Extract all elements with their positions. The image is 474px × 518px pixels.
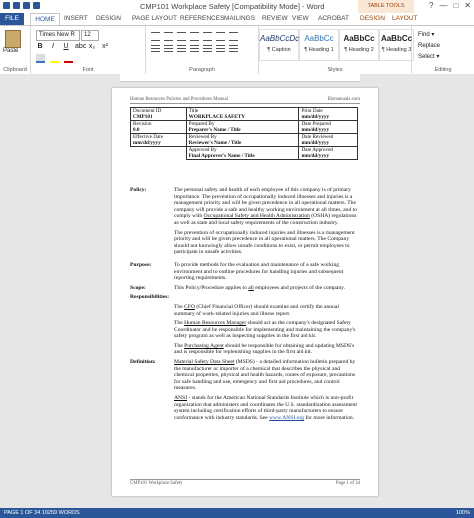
responsibilities-label: Responsibilities: xyxy=(130,294,170,301)
style-sample: AaBbCc xyxy=(343,34,375,43)
date-approved: mm/dd/yyyy xyxy=(301,153,330,159)
approved-by-label: Approved By xyxy=(188,147,217,153)
reviewed-by-label: Reviewed By xyxy=(188,134,217,140)
text-effects-icon[interactable] xyxy=(36,54,45,63)
scope-label: Scope: xyxy=(130,284,146,291)
text-run: The xyxy=(174,342,185,349)
header-left: Human Resources Policies and Procedures Manual xyxy=(130,97,228,102)
font-group xyxy=(31,26,146,74)
tab-insert[interactable]: INSERT xyxy=(64,15,88,22)
title-bar xyxy=(0,0,474,13)
format-buttons xyxy=(36,43,109,50)
sort-icon[interactable] xyxy=(216,32,225,41)
document-body xyxy=(130,187,360,427)
osha-link: Occupational Safety and Health Administration xyxy=(203,213,310,220)
text-run: This Policy/Procedure applies to xyxy=(174,284,249,291)
ansi-term: ANSI xyxy=(174,395,188,402)
header-right: Bizmanualz.com xyxy=(327,97,360,102)
doc-id-label: Document ID xyxy=(133,108,162,114)
tab-mailings[interactable]: MAILINGS xyxy=(224,15,256,22)
minimize-button[interactable]: — xyxy=(439,1,448,10)
numbering-icon[interactable] xyxy=(164,32,173,41)
style-name: ¶ Heading 3 xyxy=(381,47,412,53)
paragraph-group xyxy=(146,26,259,74)
tab-file[interactable]: FILE xyxy=(0,13,24,25)
text-run: should act as the company's designated Safety Coordinator and be responsible for implementing and maintaining the company's safety program as well as inspecting supplies in the first aid kit. xyxy=(174,320,356,340)
style-heading-3[interactable] xyxy=(379,29,414,61)
list-buttons xyxy=(151,32,238,41)
purpose-label: Purpose: xyxy=(130,261,152,268)
date-reviewed-label: Date Reviewed xyxy=(301,134,334,140)
definition-label: Definition: xyxy=(130,359,156,366)
scope-section xyxy=(130,285,360,292)
bullets-icon[interactable] xyxy=(151,32,160,41)
prepared-by: Preparer's Name / Title xyxy=(188,127,241,133)
hr-manager-term: Human Resources Manager xyxy=(184,320,247,327)
window-title: CMP101 Workplace Safety [Compatibility Mode] - Word xyxy=(140,2,325,11)
text-run: should be responsible for obtaining and updating MSDS's and is responsible for replenishing supplies in the first aid kit. xyxy=(174,342,355,356)
tab-table-layout[interactable]: LAYOUT xyxy=(392,15,418,22)
select-button[interactable]: Select ▾ xyxy=(418,54,440,60)
bold-button[interactable]: B xyxy=(37,43,43,50)
policy-paragraph-1 xyxy=(174,187,360,227)
print-date: mm/dd/yyyy xyxy=(301,114,330,120)
policy-paragraph-2: The prevention of occupationally induced injuries and illnesses is a management priority and will be given precedence in all operational matters. The Company should not knowingly allow unsafe conditions to exist, or permit employees to participate in unsafe activities. xyxy=(174,229,355,256)
paste-icon[interactable] xyxy=(5,30,21,48)
show-marks-icon[interactable] xyxy=(229,32,238,41)
tab-home[interactable]: HOME xyxy=(30,13,60,26)
title-label: Title xyxy=(188,108,199,114)
editing-buttons xyxy=(418,30,440,63)
quick-access-toolbar xyxy=(3,2,40,9)
style-sample: AaBbCc xyxy=(304,34,334,43)
color-buttons xyxy=(36,54,73,63)
text-run: employees and projects of the company. xyxy=(253,284,345,291)
font-group-label: Font xyxy=(82,67,94,73)
policy-section xyxy=(130,187,360,259)
tab-view[interactable]: VIEW xyxy=(292,15,309,22)
tab-references[interactable]: REFERENCES xyxy=(180,15,225,22)
text-run: (MSDS) - a detailed information bulletin prepared by the manufacturer or importer of a chemical that describes the physical and chemical properties, physical and health hazards, routes of exposure, precautions for safe handling and use, emergency and first aid procedures, and control measures. xyxy=(174,359,356,392)
subscript-button[interactable]: x₂ xyxy=(88,43,96,50)
prepared-by-label: Prepared By xyxy=(188,121,215,127)
borders-icon[interactable] xyxy=(229,45,238,52)
paste-button-label[interactable]: Paste xyxy=(3,48,19,54)
print-date-label: Print Date xyxy=(301,108,323,114)
definition-msds xyxy=(174,359,360,392)
tab-page-layout[interactable]: PAGE LAYOUT xyxy=(132,15,177,22)
purchasing-agent-term: Purchasing Agent xyxy=(184,342,224,349)
definition-ansi xyxy=(174,395,360,421)
replace-button[interactable]: Replace xyxy=(418,43,441,49)
ribbon xyxy=(0,25,474,75)
responsibility-purchasing xyxy=(174,343,360,356)
align-left-icon[interactable] xyxy=(151,45,160,52)
clipboard-group-label: Clipboard xyxy=(3,67,27,73)
purpose-text: To provide methods for the evaluation and maintenance of a safe working environment and to outline procedures for handling injuries and subsequent reporting requirements. xyxy=(174,261,344,282)
editing-group-label: Editing xyxy=(434,67,452,73)
revision-label: Revision xyxy=(133,121,152,127)
doc-title: WORKPLACE SAFETY xyxy=(188,114,245,120)
status-bar xyxy=(0,508,474,518)
zoom-level[interactable]: 100% xyxy=(455,510,470,516)
page-word-count[interactable]: PAGE 1 OF 34 10259 WORDS xyxy=(4,510,80,516)
ribbon-tabs xyxy=(0,13,474,25)
text-run: The xyxy=(174,320,185,327)
msds-term: Material Safety Data Sheet xyxy=(174,359,235,366)
tab-acrobat[interactable]: ACROBAT xyxy=(318,15,349,22)
effective-date: mm/dd/yyyy xyxy=(133,140,161,146)
responsibilities-list xyxy=(174,304,360,356)
styles-group xyxy=(259,26,412,74)
window-controls xyxy=(429,1,471,10)
effective-date-label: Effective Date xyxy=(133,134,164,140)
styles-group-label: Styles xyxy=(327,67,343,73)
find-button[interactable]: Find ▾ xyxy=(418,32,435,38)
save-icon[interactable] xyxy=(13,2,20,9)
align-buttons xyxy=(151,45,238,52)
undo-icon[interactable] xyxy=(23,2,30,9)
clipboard-group xyxy=(0,26,31,74)
style-name: ¶ Caption xyxy=(267,47,291,53)
date-prepared-label: Date Prepared xyxy=(301,121,331,127)
font-name-box[interactable]: Times New R xyxy=(36,30,80,41)
footer-left: CMP101 Workplace Safety xyxy=(130,481,183,486)
decrease-indent-icon[interactable] xyxy=(190,32,199,41)
page-header xyxy=(130,97,360,104)
tab-design[interactable]: DESIGN xyxy=(96,15,121,22)
context-tab-group-label: TABLE TOOLS xyxy=(358,0,414,13)
text-run: The xyxy=(174,303,185,310)
page-footer xyxy=(130,479,360,486)
styles-gallery xyxy=(259,29,414,61)
text-run: - stands for the American National Standards Institute which is non-profit organization that administers and coordinates the U.S. standardization assessment system including certification efforts of third-party manufacturers to ensure conformance with industry standards. See xyxy=(174,395,357,421)
strikethrough-button[interactable]: abc xyxy=(75,43,87,50)
multilevel-list-icon[interactable] xyxy=(177,32,186,41)
date-prepared: mm/dd/yyyy xyxy=(301,127,330,133)
align-center-icon[interactable] xyxy=(164,45,173,52)
text-run: The personal safety and health of each employee of this company is of primary importance. The prevention of occupationally induced illnesses and injuries is a management priority and will be given precedence in all operational matters. The company will provide a safe and healthy working environment at all times, and to comply with xyxy=(174,187,357,220)
style-heading-2[interactable] xyxy=(339,29,379,61)
responsibility-cfo xyxy=(174,304,360,317)
style-caption[interactable] xyxy=(259,29,299,61)
reviewed-by: Reviewer's Name / Title xyxy=(188,140,242,146)
document-info-table[interactable] xyxy=(130,107,358,160)
word-logo-icon xyxy=(3,2,10,9)
date-approved-label: Date Approved xyxy=(301,147,333,153)
superscript-button[interactable]: x² xyxy=(102,43,108,50)
document-page[interactable] xyxy=(112,88,378,496)
responsibility-hr xyxy=(174,320,360,340)
editing-group xyxy=(412,26,474,74)
help-button[interactable]: ? xyxy=(429,1,434,10)
increase-indent-icon[interactable] xyxy=(203,32,212,41)
style-heading-1[interactable] xyxy=(299,29,339,61)
close-button[interactable]: ✕ xyxy=(464,1,471,10)
tab-table-design[interactable]: DESIGN xyxy=(360,15,385,22)
font-color-icon[interactable] xyxy=(64,54,73,63)
date-reviewed: mm/dd/yyyy xyxy=(301,140,330,146)
approved-by: Final Approver's Name / Title xyxy=(188,153,255,159)
text-run: (Chief Financial Officer) should examine and certify the annual summary of work-related injuries and illness report. xyxy=(174,303,339,317)
ansi-link[interactable]: www.ANSI.org xyxy=(269,414,305,421)
align-right-icon[interactable] xyxy=(177,45,186,52)
style-name: ¶ Heading 1 xyxy=(304,47,334,53)
maximize-button[interactable]: □ xyxy=(453,1,459,10)
line-spacing-icon[interactable] xyxy=(203,45,212,52)
shading-icon[interactable] xyxy=(216,45,225,52)
purpose-section xyxy=(130,262,360,282)
scope-text xyxy=(174,285,360,292)
text-run: for more information. xyxy=(304,414,355,421)
text-run: (OSHA) regulations as well as state and local safety requirements of the construction industry. xyxy=(174,213,357,226)
font-size-box[interactable]: 12 xyxy=(81,30,99,41)
footer-right: Page 1 of 34 xyxy=(335,481,360,486)
style-sample: AaBbCcDc xyxy=(260,34,300,43)
italic-button[interactable]: I xyxy=(52,43,54,50)
policy-label: Policy: xyxy=(130,187,147,193)
tab-review[interactable]: REVIEW xyxy=(262,15,288,22)
revision: 0.0 xyxy=(133,127,140,133)
justify-icon[interactable] xyxy=(190,45,199,52)
horizontal-ruler[interactable] xyxy=(120,74,360,82)
scope-all: all xyxy=(248,284,254,291)
definition-section xyxy=(130,359,360,424)
underline-button[interactable]: U xyxy=(63,43,69,50)
paragraph-group-label: Paragraph xyxy=(189,67,215,73)
doc-id: CMP101 xyxy=(133,114,153,120)
redo-icon[interactable] xyxy=(33,2,40,9)
responsibilities-heading xyxy=(130,294,360,301)
cfo-term: CFO xyxy=(184,303,195,310)
highlight-color-icon[interactable] xyxy=(50,54,59,63)
style-sample: AaBbCc xyxy=(380,34,413,43)
style-name: ¶ Heading 2 xyxy=(344,47,374,53)
